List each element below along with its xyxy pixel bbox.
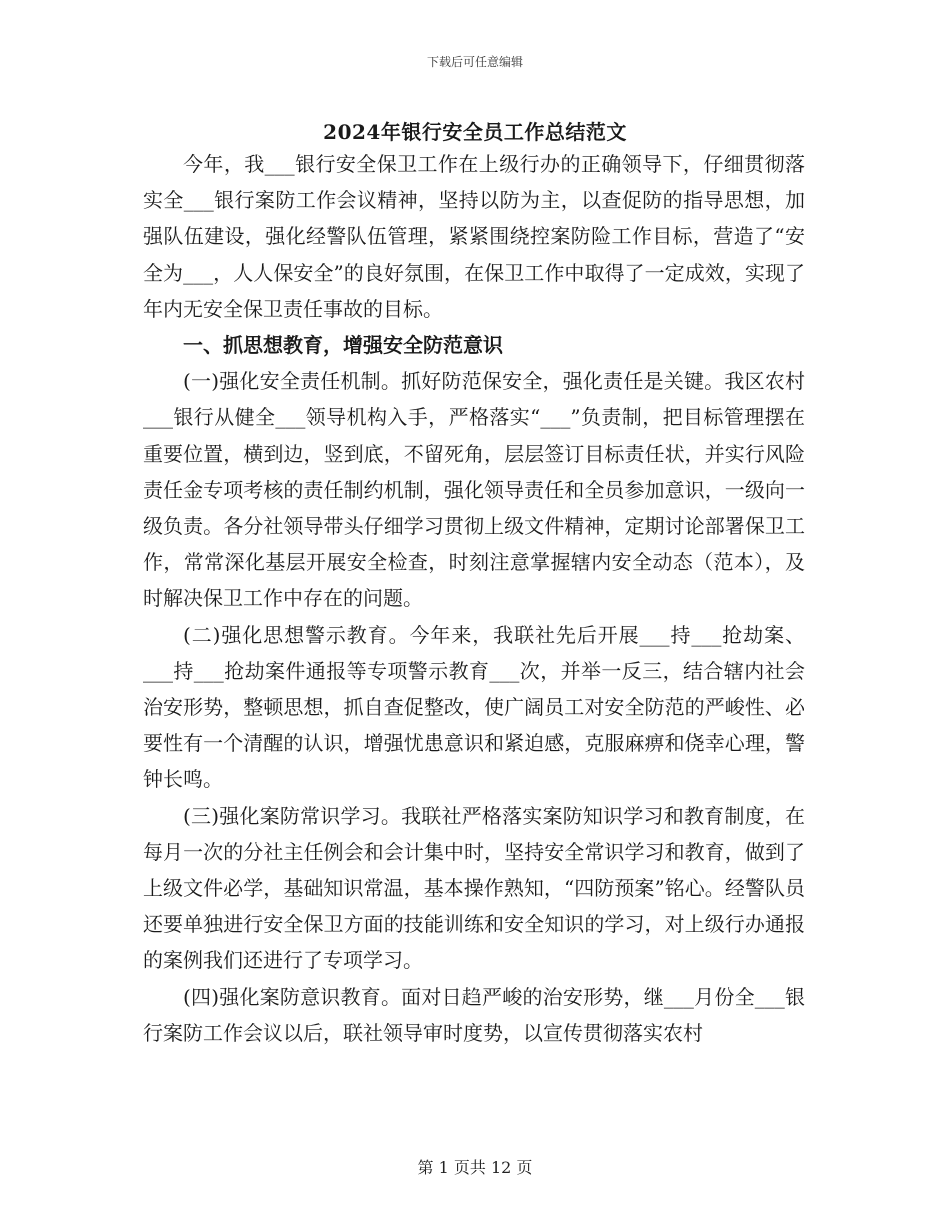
body-paragraph: (一)强化安全责任机制。抓好防范保安全，强化责任是关键。我区农村___银行从健全___领导机构入手，严格落实“___”负责制，把目标管理摆在重要位置，横到边，竖到底，不留死角，层层签订目标责任状，并实行风险责任金专项考核的责任制约机制，强化领导责任和全员参加意识，一级向一级负责。各分社领导带头仔细学习贯彻上级文件精神，定期讨论部署保卫工作，常常深化基层开展安全检查，时刻注意掌握辖内安全动态（范本），及时解决保卫工作中存在的问题。 (143, 369, 805, 611)
body-paragraph: (三)强化案防常识学习。我联社严格落实案防知识学习和教育制度，在每月一次的分社主任例会和会计集中时，坚持安全常识学习和教育，做到了上级文件必学，基础知识常温，基本操作熟知，“四防预案”铭心。经警队员还要单独进行安全保卫方面的技能训练和安全知识的学习，对上级行办通报的案例我们还进行了专项学习。 (143, 803, 805, 973)
body-paragraph: (四)强化案防意识教育。面对日趋严峻的治安形势，继___月份全___银行案防工作会议以后，联社领导审时度势，以宣传贯彻落实农村 (143, 984, 805, 1045)
body-paragraph: (二)强化思想警示教育。今年来，我联社先后开展___持___抢劫案、___持___抢劫案件通报等专项警示教育___次，并举一反三，结合辖内社会治安形势，整顿思想，抓自查促整改，使广阔员工对安全防范的严峻性、必要性有一个清醒的认识，增强忧患意识和紧迫感，克服麻痹和侥幸心理，警钟长鸣。 (143, 622, 805, 792)
page-header-note: 下载后可任意编辑 (426, 55, 523, 69)
page-number-footer: 第 1 页共 12 页 (417, 1158, 533, 1177)
intro-paragraph: 今年，我___银行安全保卫工作在上级行办的正确领导下，仔细贯彻落实全___银行案防工作会议精神，坚持以防为主，以查促防的指导思想，加强队伍建设，强化经警队伍管理，紧紧围绕控案防险工作目标，营造了“安全为___，人人保安全”的良好氛围，在保卫工作中取得了一定成效，实现了年内无安全保卫责任事故的目标。 (143, 152, 805, 321)
document-body (143, 146, 805, 1051)
document-title: 2024年银行安全员工作总结范文 (323, 120, 627, 144)
section-heading: 一、抓思想教育，增强安全防范意识 (183, 333, 503, 358)
